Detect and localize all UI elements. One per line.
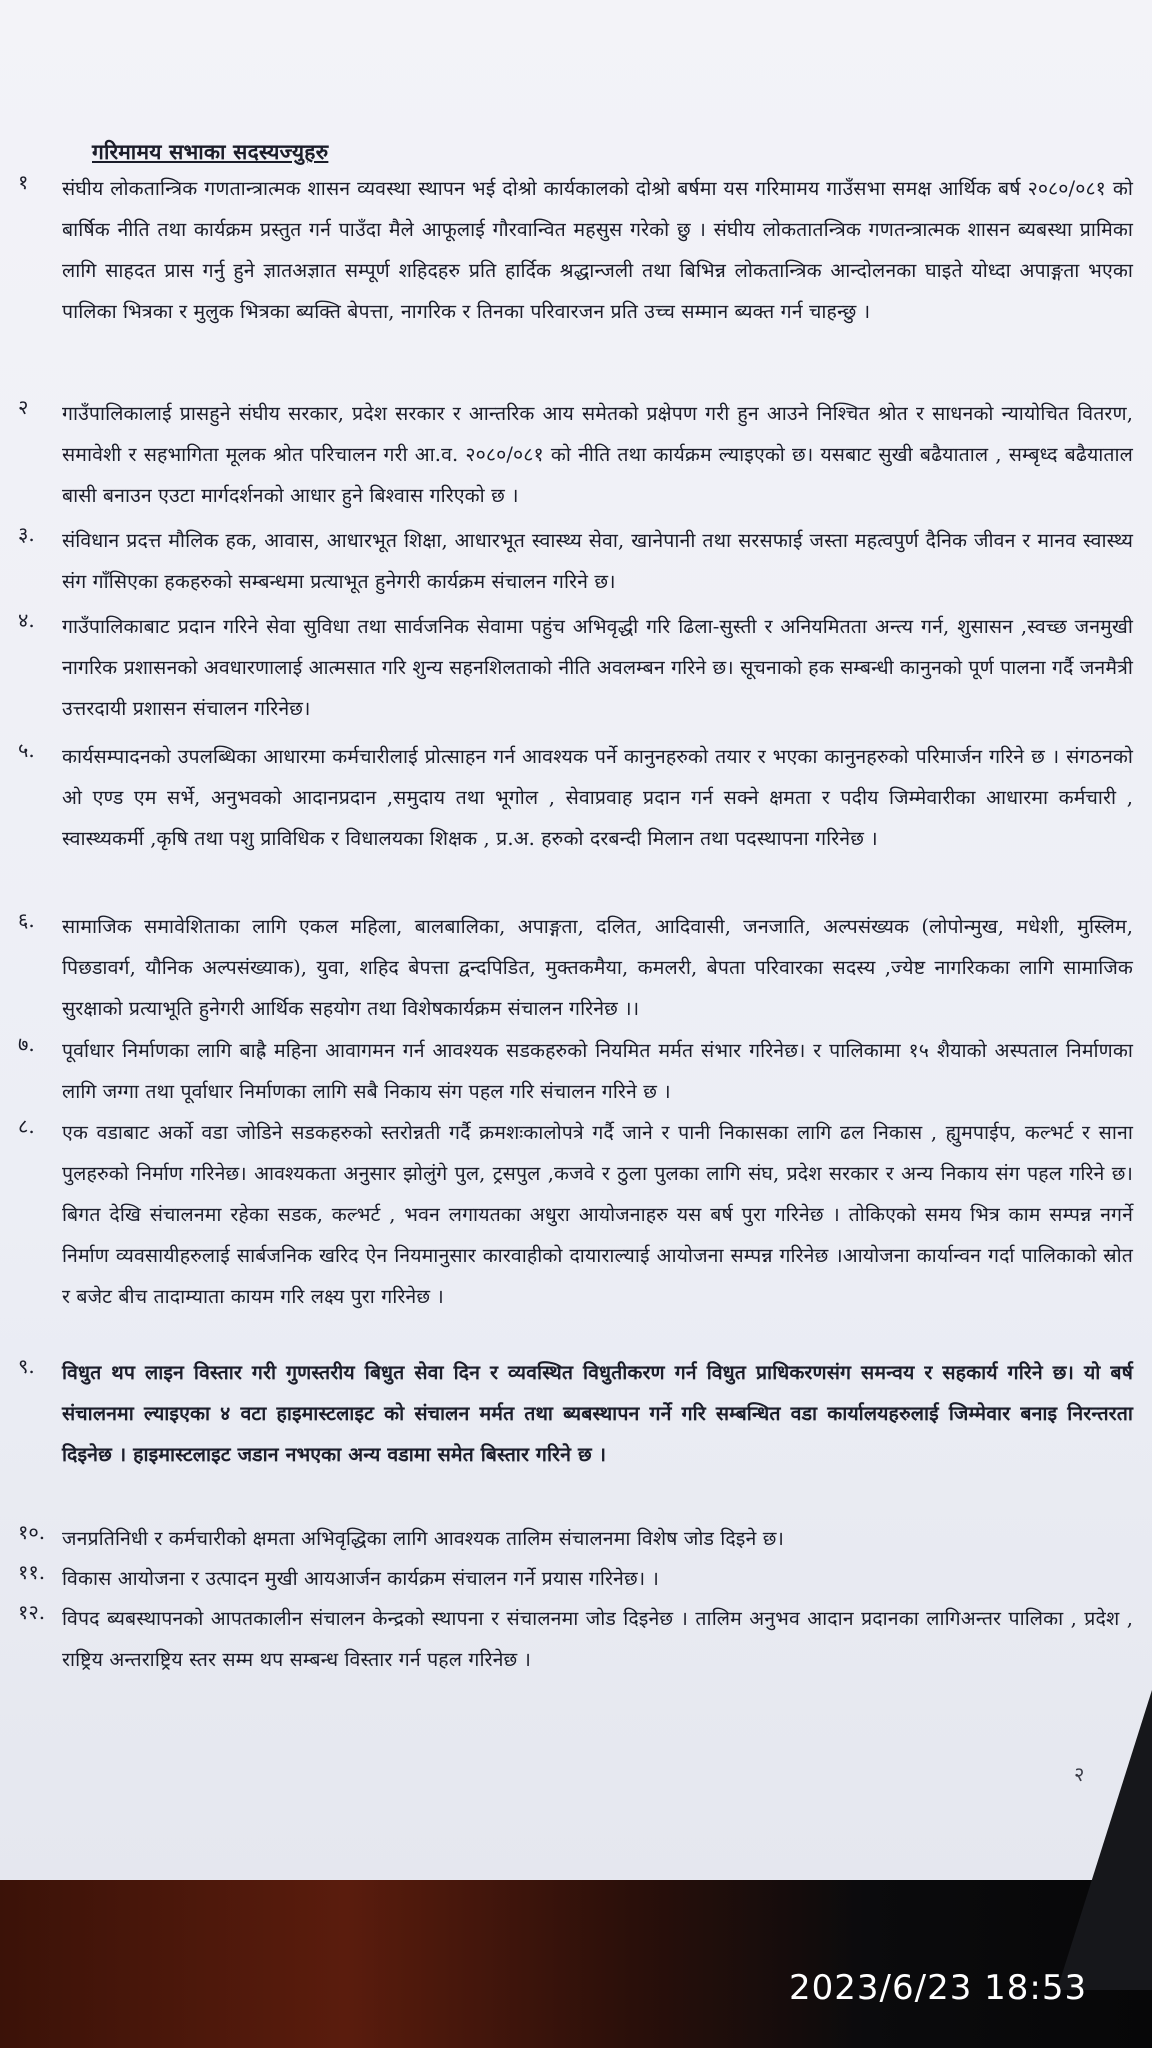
item-text: विकास आयोजना र उत्पादन मुखी आयआर्जन कार्यक्रम संचालन गर्ने प्रयास गरिनेछ। ।: [62, 1567, 660, 1590]
item-number: ११.: [18, 1560, 46, 1584]
item-text: संघीय लोकतान्त्रिक गणतान्त्रात्मक शासन व्यवस्था स्थापन भई दोश्रो कार्यकालको दोश्रो बर्षमा यस गरिमामय गाउँसभा समक्ष आर्थिक बर्ष २०८०/०८१ को बार्षिक नीति तथा कार्यक्रम प्रस्तुत गर्न पाउँदा मैले आफूलाई गौरवान्वित महसुस गरेको छु । संघीय लोकतातन्त्रिक गणतन्त्रात्मक शासन ब्यबस्था प्रामिका लागि साहदत प्रास गर्नु हुने ज्ञातअज्ञात सम्पूर्ण शहिदहरु प्रति हार्दिक श्रद्धान्जली तथा बिभिन्न लोकतान्त्रिक आन्दोलनका घाइते योध्दा अपाङ्गता भएका पालिका भित्रका र मुलुक भित्रका ब्यक्ति बेपत्ता, नागरिक र तिनका परिवारजन प्रति उच्च सम्मान ब्यक्त गर्न चाहन्छु ।: [62, 177, 1133, 323]
item-number: ८.: [18, 1114, 35, 1138]
list-item: [18, 906, 1133, 1030]
item-number: २: [18, 395, 29, 419]
item-number: १०.: [18, 1520, 46, 1544]
item-number: १: [18, 170, 29, 194]
list-item: [18, 1352, 1133, 1516]
list-item: [18, 1030, 1133, 1112]
document-heading: गरिमामय सभाका सदस्यज्युहरु: [92, 139, 329, 164]
item-text: कार्यसम्पादनको उपलब्धिका आधारमा कर्मचारीलाई प्रोत्साहन गर्न आवश्यक पर्ने कानुनहरुको तयार र भएका कानुनहरुको परिमार्जन गरिने छ । संगठनको ओ एण्ड एम सर्भे, अनुभवको आदानप्रदान ,समुदाय तथा भूगोल , सेवाप्रवाह प्रदान गर्न सक्ने क्षमता र पदीय जिम्मेवारीका आधारमा कर्मचारी , स्वास्थ्यकर्मी ,कृषि तथा पशु प्राविधिक र विधालयका शिक्षक , प्र.अ. हरुको दरबन्दी मिलान तथा पदस्थापना गरिनेछ ।: [62, 745, 1133, 850]
list-item: [18, 736, 1133, 900]
list-item: [18, 1598, 1133, 1680]
photo-timestamp: 2023/6/23 18:53: [789, 1968, 1088, 2008]
item-text: सामाजिक समावेशिताका लागि एकल महिला, बालबालिका, अपाङ्गता, दलित, आदिवासी, जनजाति, अल्पसंख्यक (लोपोन्मुख, मधेशी, मुस्लिम, पिछडावर्ग, यौनिक अल्पसंख्याक), युवा, शहिद बेपत्ता द्वन्दपिडित, मुक्तकमैया, कमलरी, बेपता परिवारका सदस्य ,ज्येष्ट नागरिकका लागि सामाजिक सुरक्षाको प्रत्याभूति हुनेगरी आर्थिक सहयोग तथा विशेषकार्यक्रम संचालन गरिनेछ ।।: [62, 915, 1133, 1020]
list-item: [18, 1518, 1133, 1559]
item-text: संविधान प्रदत्त मौलिक हक, आवास, आधारभूत शिक्षा, आधारभूत स्वास्थ्य सेवा, खानेपानी तथा सरसफाई जस्ता महत्वपुर्ण दैनिक जीवन र मानव स्वास्थ्य संग गाँसिएका हकहरुको सम्बन्धमा प्रत्याभूत हुनेगरी कार्यक्रम संचालन गरिने छ।: [62, 529, 1133, 593]
paper-fold-shadow: [1057, 1690, 1152, 1990]
desk-background: [0, 1880, 1152, 2048]
list-item: [18, 520, 1133, 602]
item-number: ४.: [18, 608, 35, 632]
list-item: [18, 1112, 1133, 1358]
list-item: [18, 606, 1133, 730]
item-number: ९.: [18, 1354, 35, 1378]
list-item: [18, 1558, 1133, 1599]
item-number: ६.: [18, 908, 35, 932]
item-number: १२.: [18, 1600, 46, 1624]
item-number: ५.: [18, 738, 35, 762]
item-number: ७.: [18, 1032, 35, 1056]
list-item: [18, 168, 1133, 414]
item-text: विधुत थप लाइन विस्तार गरी गुणस्तरीय बिधुत सेवा दिन र व्यवस्थित विधुतीकरण गर्न विधुत प्राधिकरणसंग समन्वय र सहकार्य गरिने छ। यो बर्ष संचालनमा ल्याइएका ४ वटा हाइमास्टलाइट को संचालन मर्मत तथा ब्यबस्थापन गर्ने गरि सम्बन्धित वडा कार्यालयहरुलाई जिम्मेवार बनाइ निरन्तरता दिइनेछ । हाइमास्टलाइट जडान नभएका अन्य वडामा समेत बिस्तार गरिने छ ।: [62, 1361, 1133, 1466]
item-text: गाउँपालिकाबाट प्रदान गरिने सेवा सुविधा तथा सार्वजनिक सेवामा पहुंच अभिवृद्धी गरि ढिला-सुस्ती र अनियमितता अन्त्य गर्न, शुसासन ,स्वच्छ जनमुखी नागरिक प्रशासनको अवधारणालाई आत्मसात गरि शुन्य सहनशिलताको नीति अवलम्बन गरिने छ। सूचनाको हक सम्बन्धी कानुनको पूर्ण पालना गर्दै जनमैत्री उत्तरदायी प्रशासन संचालन गरिनेछ।: [62, 615, 1133, 720]
item-text: एक वडाबाट अर्को वडा जोडिने सडकहरुको स्तरोन्नती गर्दै क्रमशःकालोपत्रे गर्दै जाने र पानी निकासका लागि ढल निकास , ह्युमपाईप, कल्भर्ट र साना पुलहरुको निर्माण गरिनेछ। आवश्यकता अनुसार झोलुंगे पुल, ट्रसपुल ,कजवे र ठुला पुलका लागि संघ, प्रदेश सरकार र अन्य निकाय संग पहल गरिने छ। बिगत देखि संचालनमा रहेका सडक, कल्भर्ट , भवन लगायतका अधुरा आयोजनाहरु यस बर्ष पुरा गरिनेछ । तोकिएको समय भित्र काम सम्पन्न नगर्ने निर्माण व्यवसायीहरुलाई सार्बजनिक खरिद ऐन नियमानुसार कारवाहीको दायाराल्याई आयोजना सम्पन्न गरिनेछ ।आयोजना कार्यान्वन गर्दा पालिकाको स्रोत र बजेट बीच तादाम्याता कायम गरि लक्ष्य पुरा गरिनेछ ।: [62, 1121, 1133, 1308]
item-text: गाउँपालिकालाई प्रासहुने संघीय सरकार, प्रदेश सरकार र आन्तरिक आय समेतको प्रक्षेपण गरी हुन आउने निश्चित श्रोत र साधनको न्यायोचित वितरण, समावेशी र सहभागिता मूलक श्रोत परिचालन गरी आ.व. २०८०/०८१ को नीति तथा कार्यक्रम ल्याइएको छ। यसबाट सुखी बढैयाताल , सम्बृध्द बढैयाताल बासी बनाउन एउटा मार्गदर्शनको आधार हुने बिश्वास गरिएको छ ।: [62, 402, 1133, 507]
item-text: पूर्वाधार निर्माणका लागि बाह्रै महिना आवागमन गर्न आवश्यक सडकहरुको नियमित मर्मत संभार गरिनेछ। र पालिकामा १५ शैयाको अस्पताल निर्माणका लागि जग्गा तथा पूर्वाधार निर्माणका लागि सबै निकाय संग पहल गरि संचालन गरिने छ ।: [62, 1039, 1133, 1103]
item-text: विपद ब्यबस्थापनको आपतकालीन संचालन केन्द्रको स्थापना र संचालनमा जोड दिइनेछ । तालिम अनुभव आदान प्रदानका लागिअन्तर पालिका , प्रदेश , राष्ट्रिय अन्तराष्ट्रिय स्तर सम्म थप सम्बन्ध विस्तार गर्न पहल गरिनेछ ।: [62, 1607, 1133, 1671]
page-number: २: [1074, 1762, 1085, 1786]
item-text: जनप्रतिनिधी र कर्मचारीको क्षमता अभिवृद्धिका लागि आवश्यक तालिम संचालनमा विशेष जोड दिइने छ।: [62, 1527, 784, 1550]
item-number: ३.: [18, 522, 35, 546]
